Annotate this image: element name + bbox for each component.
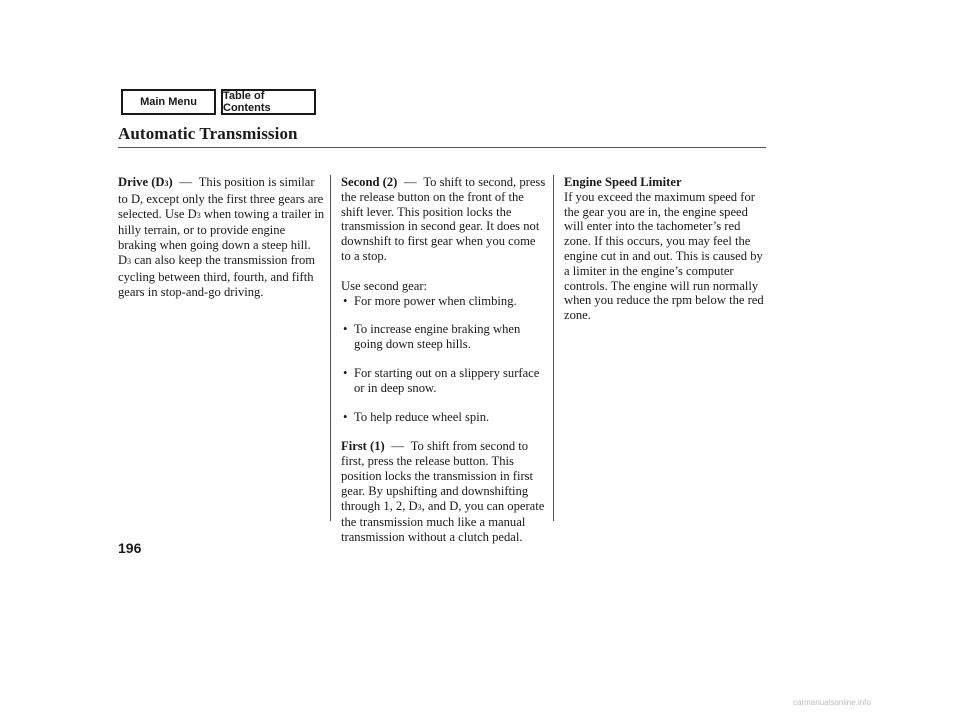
use-second-gear-label: Use second gear: (341, 278, 428, 293)
second-gear-paragraph: Second (2) — To shift to second, press the release button on the front of the shift lever. This position locks the transmission in second gear. It does not downshift to first gear when you come to a stop. (341, 175, 546, 263)
column-divider (330, 175, 331, 521)
list-item: • To increase engine braking when going down steep hills. (343, 322, 521, 352)
page-number: 196 (118, 540, 142, 556)
engine-speed-limiter-heading: Engine Speed Limiter (564, 175, 682, 189)
column-divider (553, 175, 554, 521)
first-gear-heading: First (1) (341, 439, 385, 454)
heading-dash: — (391, 439, 405, 454)
heading-dash: — (404, 175, 417, 189)
second-first-section (341, 175, 546, 545)
bullet-icon: • (343, 365, 348, 380)
list-item: • For more power when climbing. (343, 293, 517, 308)
drive-d3-paragraph: Drive (D3) — This position is similar to D, except only the first three gears are selected. Use D3 when towing a trailer in hilly terrain, or to provide engine braking when going down a steep hill. D3 can also keep the transmission from cycling between third, fourth, and fifth gears in stop-and-go driving. (118, 175, 325, 299)
bullet-icon: • (343, 409, 348, 424)
engine-speed-limiter-paragraph: If you exceed the maximum speed for the gear you are in, the engine speed will enter into the tachometer’s red zone. If this occurs, you may feel the engine cut in and out. This is caused by a limiter in the engine’s computer controls. The engine will run normally when you reduce the rpm below the red zone. (564, 189, 764, 323)
first-gear-paragraph: First (1) — To shift from second to first, press the release button. This position locks the transmission in first gear. By upshifting and downshifting through 1, 2, D3, and D, you can operate the transmission much like a manual transmission without a clutch pedal. (341, 439, 545, 545)
list-item: • To help reduce wheel spin. (343, 409, 490, 424)
bullet-icon: • (343, 293, 348, 308)
title-divider (118, 147, 766, 148)
table-of-contents-button[interactable]: Table of Contents (221, 89, 316, 115)
page-title: Automatic Transmission (118, 124, 298, 143)
bullet-icon: • (343, 322, 348, 337)
drive-d3-heading: Drive (D3) (118, 175, 173, 189)
second-gear-heading: Second (2) (341, 175, 398, 189)
drive-d3-section (118, 175, 326, 299)
main-menu-button[interactable]: Main Menu (121, 89, 216, 115)
engine-speed-limiter-section (564, 175, 769, 323)
watermark: carmanualsonline.info (793, 698, 871, 707)
list-item: • For starting out on a slippery surface or in deep snow. (343, 365, 540, 395)
heading-dash: — (179, 175, 193, 189)
